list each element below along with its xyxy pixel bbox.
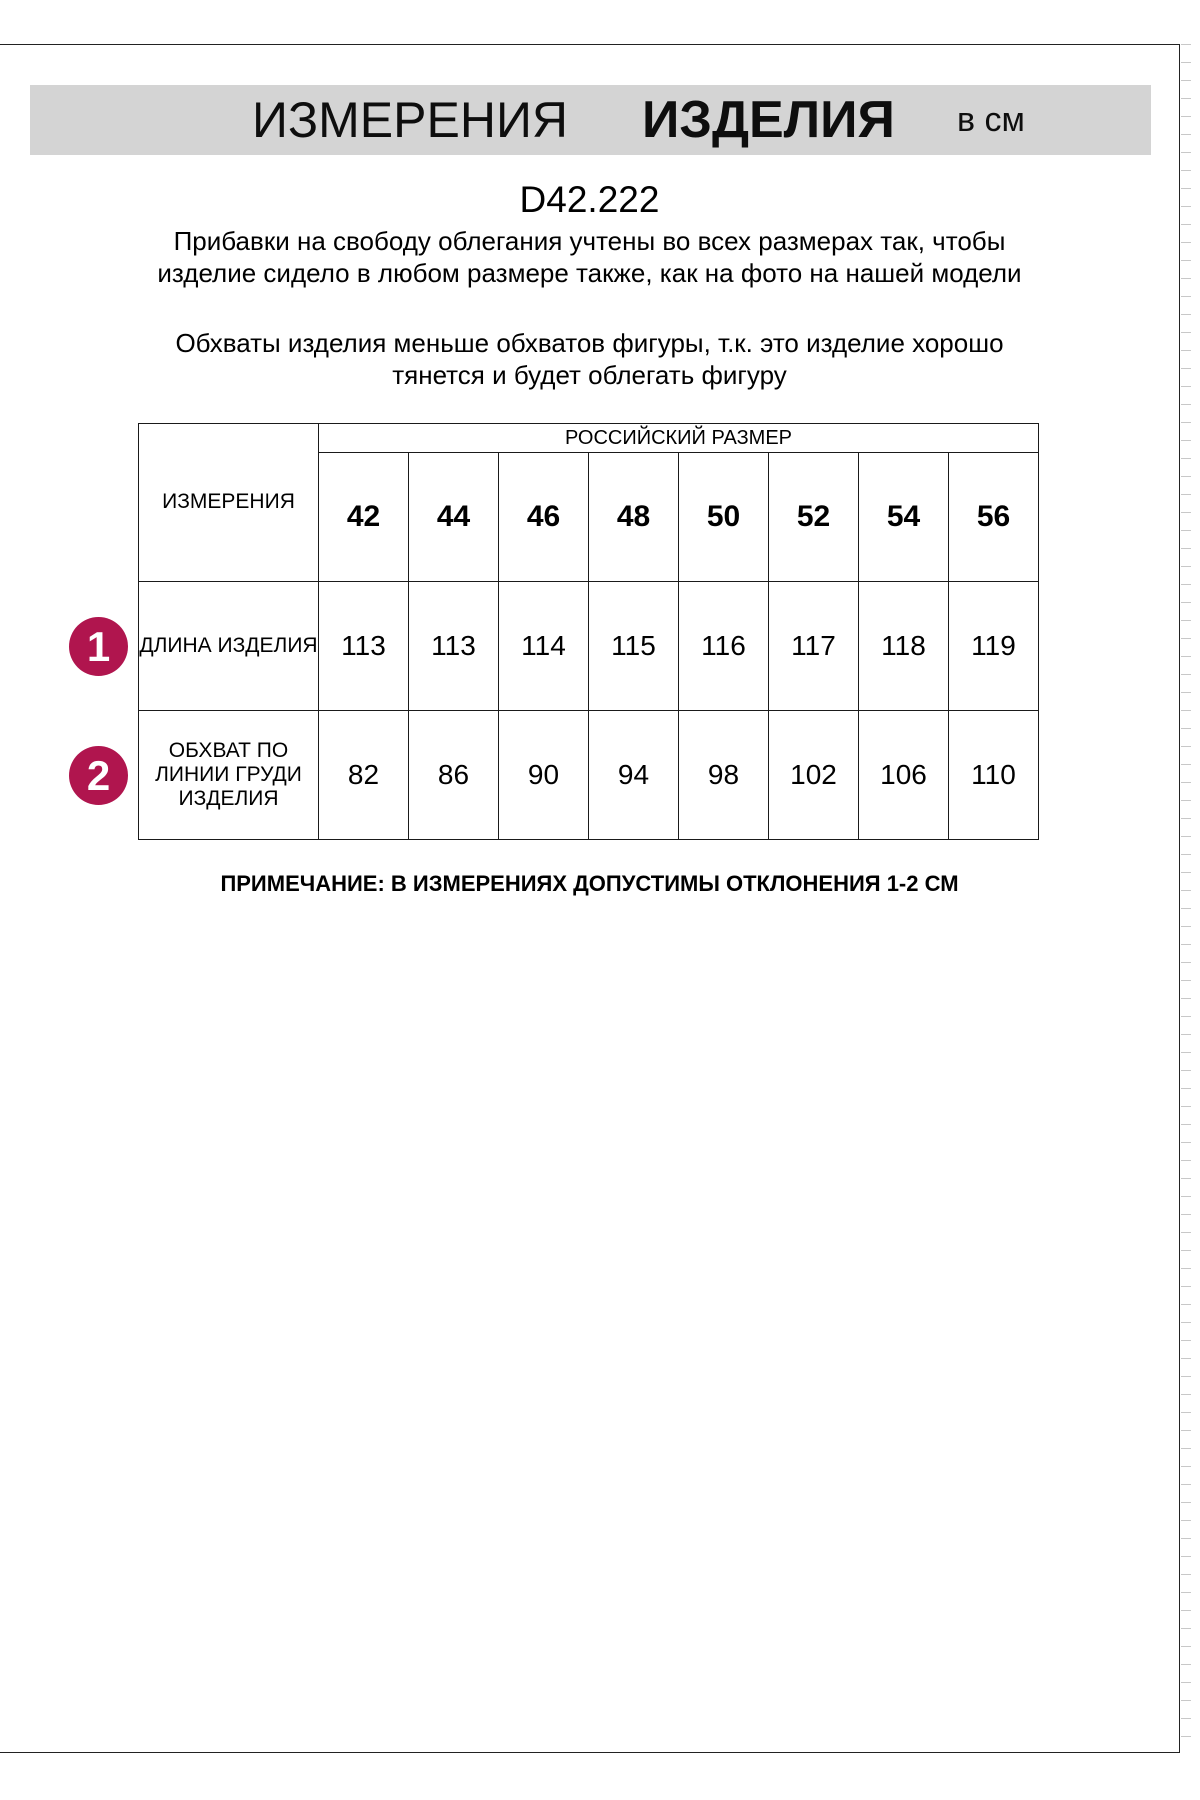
value-cell: 115: [589, 581, 679, 710]
value-cell: 86: [409, 710, 499, 839]
size-cell: 42: [319, 453, 409, 581]
value-cell: 82: [319, 710, 409, 839]
value-cell: 90: [499, 710, 589, 839]
page-frame: [0, 44, 1180, 1753]
table-row: [139, 581, 1039, 710]
tolerance-note: ПРИМЕЧАНИЕ: В ИЗМЕРЕНИЯХ ДОПУСТИМЫ ОТКЛОНЕНИЯ 1-2 СМ: [220, 871, 959, 896]
size-cell: 50: [679, 453, 769, 581]
value-cell: 98: [679, 710, 769, 839]
value-cell: 117: [769, 581, 859, 710]
size-cell: 54: [859, 453, 949, 581]
size-cell: 52: [769, 453, 859, 581]
value-cell: 116: [679, 581, 769, 710]
edge-ruler-ticks: [1181, 44, 1191, 1753]
fit-note-paragraph: Прибавки на свободу облегания учтены во всех размерах так, чтобы изделие сидело в любом размере также, как на фото на нашей модели: [157, 226, 1022, 288]
product-code: D42.222: [519, 179, 660, 220]
row-number-badge-1: 1: [69, 617, 128, 676]
header-title-product: ИЗДЕЛИЯ: [642, 91, 895, 149]
size-cell: 44: [409, 453, 499, 581]
value-cell: 113: [319, 581, 409, 710]
header-band: [30, 85, 1151, 155]
header-unit: в см: [957, 101, 1025, 139]
value-cell: 118: [859, 581, 949, 710]
value-cell: 94: [589, 710, 679, 839]
size-cell: 46: [499, 453, 589, 581]
row-label-length: ДЛИНА ИЗДЕЛИЯ: [139, 581, 319, 710]
size-cell: 48: [589, 453, 679, 581]
value-cell: 114: [499, 581, 589, 710]
stretch-note-paragraph: Обхваты изделия меньше обхватов фигуры, т.к. это изделие хорошо тянется и будет облегать фигуру: [175, 328, 1004, 390]
value-cell: 113: [409, 581, 499, 710]
table-row: [139, 710, 1039, 839]
measure-header-cell: ИЗМЕРЕНИЯ: [139, 424, 319, 582]
russian-size-header: РОССИЙСКИЙ РАЗМЕР: [319, 424, 1039, 453]
value-cell: 110: [949, 710, 1039, 839]
value-cell: 102: [769, 710, 859, 839]
size-cell: 56: [949, 453, 1039, 581]
value-cell: 106: [859, 710, 949, 839]
table-header-row: [139, 424, 1039, 453]
row-number-badge-2: 2: [69, 746, 128, 805]
size-chart-table: [138, 423, 1039, 840]
value-cell: 119: [949, 581, 1039, 710]
header-title-measurements: ИЗМЕРЕНИЯ: [252, 92, 568, 148]
row-label-chest: ОБХВАТ ПО ЛИНИИ ГРУДИ ИЗДЕЛИЯ: [139, 710, 319, 839]
